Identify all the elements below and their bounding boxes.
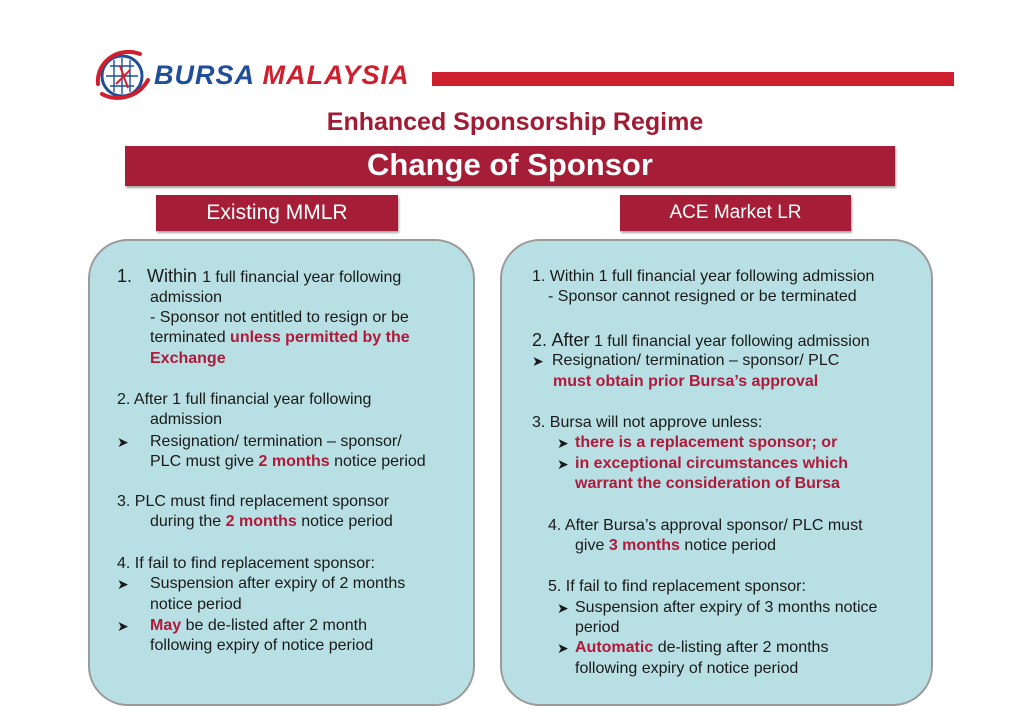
- right-bullet-suspension: [557, 598, 878, 619]
- arrow-bullet-icon: ➤: [532, 353, 544, 369]
- list-text: 1 full financial year following admission: [593, 333, 870, 350]
- left-bullet-suspension-line2: notice period: [150, 596, 242, 613]
- highlight-text: Automatic: [575, 639, 654, 656]
- left-item-3-line: 3. PLC must find replacement sponsor: [117, 493, 390, 510]
- arrow-bullet-icon: ➤: [117, 576, 129, 592]
- bursa-malaysia-logo: [92, 44, 432, 106]
- list-text: PLC must give: [150, 453, 255, 470]
- left-item-1-line3: - Sponsor not entitled to resign or be: [150, 309, 409, 326]
- highlight-text: 2 months: [258, 453, 330, 470]
- right-item-2-line: [532, 330, 870, 352]
- arrow-bullet-icon: ➤: [557, 600, 569, 616]
- right-bullet-suspension-line2: period: [575, 619, 620, 636]
- list-number: 1.: [117, 266, 133, 286]
- slide-title: Change of Sponsor: [125, 146, 895, 186]
- left-item-1-line4: [150, 328, 410, 348]
- list-text: Suspension after expiry of 2 months: [150, 575, 406, 592]
- left-bullet-delisting: [117, 616, 368, 637]
- left-bullet-resignation-line2: [150, 452, 426, 472]
- list-text: notice period: [334, 453, 426, 470]
- arrow-bullet-icon: ➤: [557, 640, 569, 656]
- list-text: during the: [150, 513, 222, 530]
- left-item-2-line: 2. After 1 full financial year following: [117, 391, 372, 408]
- right-bullet-resignation-line2: must obtain prior Bursa’s approval: [553, 373, 819, 390]
- left-item-2-line2: admission: [150, 411, 223, 428]
- logo-text-bursa: BURSA: [154, 60, 255, 90]
- list-text: Resignation/ termination – sponsor/: [150, 433, 402, 450]
- left-item-3-line2: [150, 512, 393, 532]
- highlight-text: in exceptional circumstances which: [575, 455, 848, 472]
- logo-text-malaysia: MALAYSIA: [262, 60, 410, 90]
- list-text: 1 full financial year following: [202, 269, 402, 286]
- right-item-4-line2: [575, 536, 776, 556]
- right-item-5-line: 5. If fail to find replacement sponsor:: [548, 578, 806, 595]
- left-item-1-line5: Exchange: [150, 350, 226, 367]
- right-item-1-line: 1. Within 1 full financial year following admission: [532, 268, 875, 285]
- arrow-bullet-icon: ➤: [557, 456, 569, 472]
- highlight-text: May: [150, 617, 182, 634]
- list-text: After: [551, 330, 590, 350]
- slide-kicker: Enhanced Sponsorship Regime: [326, 108, 704, 136]
- column-label-existing-mmlr: Existing MMLR: [156, 195, 398, 231]
- right-item-3-line: 3. Bursa will not approve unless:: [532, 414, 763, 431]
- list-text: [575, 638, 828, 658]
- header-red-rule: [432, 72, 954, 86]
- left-item-4-line: 4. If fail to find replacement sponsor:: [117, 555, 375, 572]
- right-bullet-resignation: [532, 351, 840, 372]
- highlight-text: 3 months: [608, 537, 680, 554]
- highlight-text: 2 months: [225, 513, 297, 530]
- left-item-1-line2: admission: [150, 289, 223, 306]
- right-item-4-line: 4. After Bursa’s approval sponsor/ PLC must: [548, 517, 863, 534]
- highlight-text: there is a replacement sponsor; or: [575, 434, 838, 451]
- left-bullet-delisting-line2: following expiry of notice period: [150, 637, 374, 654]
- list-text: terminated: [150, 329, 226, 346]
- list-text: be de-listed after 2 month: [185, 617, 368, 634]
- left-bullet-suspension: [117, 574, 406, 595]
- column-label-ace-market-lr: ACE Market LR: [620, 195, 851, 231]
- right-bullet-replacement: [557, 433, 838, 454]
- left-bullet-resignation: [117, 432, 402, 453]
- bursa-globe-logo-icon: [92, 44, 154, 106]
- list-text: give: [575, 537, 605, 554]
- left-item-1-line: [117, 266, 401, 288]
- list-text: Resignation/ termination – sponsor/ PLC: [552, 352, 840, 369]
- right-item-1-line2: - Sponsor cannot resigned or be terminated: [548, 288, 857, 305]
- list-number: 2.: [532, 330, 548, 350]
- list-text: notice period: [301, 513, 393, 530]
- arrow-bullet-icon: ➤: [117, 434, 129, 450]
- highlight-text: unless permitted by the: [230, 329, 410, 346]
- right-bullet-delisting-line2: following expiry of notice period: [575, 660, 799, 677]
- list-text: Within: [147, 266, 198, 286]
- arrow-bullet-icon: ➤: [117, 618, 129, 634]
- right-bullet-delisting: [557, 638, 829, 659]
- list-text: notice period: [684, 537, 777, 554]
- right-bullet-exceptional: [557, 454, 848, 475]
- list-text: [150, 616, 367, 636]
- list-text: de-listing after 2 months: [657, 639, 829, 656]
- logo-wordmark: [154, 60, 410, 91]
- arrow-bullet-icon: ➤: [557, 435, 569, 451]
- list-text: Suspension after expiry of 3 months notice: [575, 599, 878, 616]
- right-bullet-exceptional-line2: warrant the consideration of Bursa: [575, 475, 840, 492]
